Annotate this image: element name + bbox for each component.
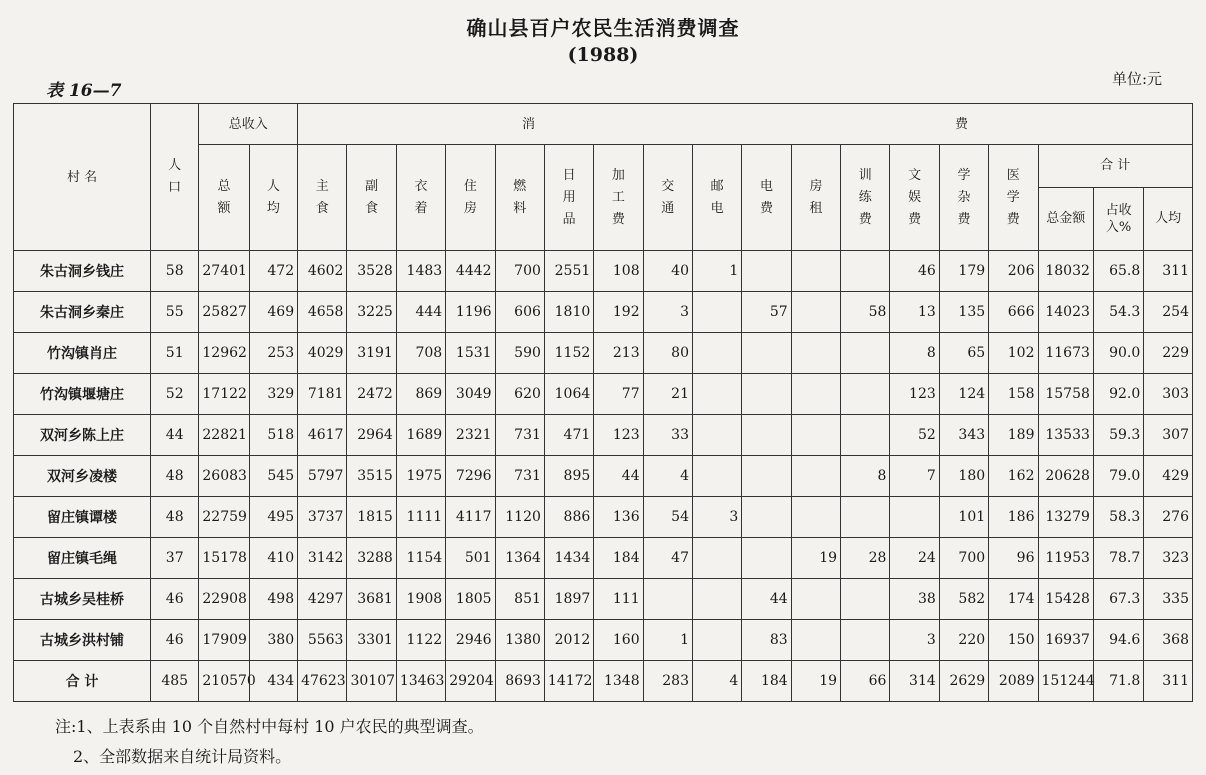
table-cell: 1380 (495, 620, 544, 661)
table-cell: 40 (643, 251, 692, 292)
table-cell: 4 (692, 661, 741, 702)
table-cell: 253 (249, 333, 297, 374)
header-processing: 加工费 (594, 145, 643, 251)
table-row (14, 661, 1193, 702)
table-cell (692, 456, 741, 497)
table-cell: 58 (151, 251, 199, 292)
table-cell: 13279 (1038, 497, 1093, 538)
table-cell: 21 (643, 374, 692, 415)
table-cell: 5797 (298, 456, 347, 497)
table-cell: 700 (495, 251, 544, 292)
table-cell: 51 (151, 333, 199, 374)
table-cell: 2946 (446, 620, 495, 661)
table-cell: 1908 (396, 579, 445, 620)
table-row (14, 333, 1193, 374)
header-entertainment: 文娱费 (890, 145, 939, 251)
table-cell: 210570 (199, 661, 249, 702)
header-school: 学杂费 (939, 145, 988, 251)
table-cell: 2089 (989, 661, 1038, 702)
table-cell: 4029 (298, 333, 347, 374)
table-cell: 3681 (347, 579, 396, 620)
table-cell: 11673 (1038, 333, 1093, 374)
table-cell: 47623 (298, 661, 347, 702)
table-cell: 3 (643, 292, 692, 333)
table-cell: 620 (495, 374, 544, 415)
table-cell: 254 (1144, 292, 1193, 333)
header-village: 村 名 (14, 104, 151, 251)
table-cell: 1064 (544, 374, 593, 415)
table-row (14, 620, 1193, 661)
table-cell (742, 415, 791, 456)
table-cell: 311 (1144, 251, 1193, 292)
table-cell: 3142 (298, 538, 347, 579)
table-cell: 22821 (199, 415, 249, 456)
table-cell: 731 (495, 456, 544, 497)
header-total-group: 合 计 (1038, 145, 1193, 188)
table-cell: 1531 (446, 333, 495, 374)
table-cell: 1975 (396, 456, 445, 497)
table-row (14, 497, 1193, 538)
unit-label: 单位:元 (1111, 70, 1162, 88)
table-cell: 65.8 (1093, 251, 1143, 292)
table-cell: 545 (249, 456, 297, 497)
table-row (14, 415, 1193, 456)
table-cell: 886 (544, 497, 593, 538)
table-cell: 343 (939, 415, 988, 456)
table-cell (692, 292, 741, 333)
table-cell: 38 (890, 579, 939, 620)
table-cell: 1810 (544, 292, 593, 333)
table-cell: 2629 (939, 661, 988, 702)
table-cell: 1154 (396, 538, 445, 579)
header-housing: 住房 (446, 145, 495, 251)
table-cell: 28 (841, 538, 890, 579)
table-cell: 123 (594, 415, 643, 456)
header-training: 训练费 (841, 145, 890, 251)
note-2: 2、全部数据来自统计局资料。 (73, 747, 292, 766)
table-number: 表 16—7 (46, 81, 122, 101)
table-cell (791, 251, 840, 292)
table-cell: 895 (544, 456, 593, 497)
village-name-cell: 古城乡洪村铺 (14, 620, 151, 661)
table-cell: 606 (495, 292, 544, 333)
header-post: 邮电 (692, 145, 741, 251)
table-cell: 4297 (298, 579, 347, 620)
table-cell: 189 (989, 415, 1038, 456)
table-cell: 54 (643, 497, 692, 538)
table-cell: 518 (249, 415, 297, 456)
note-1: 注:1、上表系由 10 个自然村中每村 10 户农民的典型调查。 (55, 717, 484, 736)
header-daily: 日用品 (544, 145, 593, 251)
table-cell: 220 (939, 620, 988, 661)
table-cell: 1196 (446, 292, 495, 333)
table-cell (841, 620, 890, 661)
table-cell: 66 (841, 661, 890, 702)
table-row (14, 538, 1193, 579)
header-nonstaple: 副食 (347, 145, 396, 251)
table-cell: 44 (742, 579, 791, 620)
table-cell: 2012 (544, 620, 593, 661)
village-name-cell: 留庄镇谭楼 (14, 497, 151, 538)
table-cell: 1348 (594, 661, 643, 702)
table-cell: 184 (742, 661, 791, 702)
table-cell: 179 (939, 251, 988, 292)
table-cell (692, 620, 741, 661)
village-name-cell: 双河乡陈上庄 (14, 415, 151, 456)
table-cell (841, 374, 890, 415)
table-cell: 8 (890, 333, 939, 374)
table-cell: 24 (890, 538, 939, 579)
table-row (14, 292, 1193, 333)
table-cell: 700 (939, 538, 988, 579)
table-cell: 96 (989, 538, 1038, 579)
table-cell: 1897 (544, 579, 593, 620)
village-name-cell: 古城乡吴桂桥 (14, 579, 151, 620)
table-cell: 46 (890, 251, 939, 292)
table-cell (841, 579, 890, 620)
table-cell: 17122 (199, 374, 249, 415)
table-cell: 5563 (298, 620, 347, 661)
table-cell: 29204 (446, 661, 495, 702)
village-name-cell: 合 计 (14, 661, 151, 702)
table-cell: 582 (939, 579, 988, 620)
table-cell: 311 (1144, 661, 1193, 702)
page-title: 确山县百户农民生活消费调查 (466, 16, 740, 40)
table-cell: 77 (594, 374, 643, 415)
table-cell (742, 497, 791, 538)
table-cell: 3301 (347, 620, 396, 661)
table-cell: 160 (594, 620, 643, 661)
table-cell (742, 251, 791, 292)
table-cell: 123 (890, 374, 939, 415)
table-cell: 11953 (1038, 538, 1093, 579)
table-cell: 869 (396, 374, 445, 415)
table-cell: 55 (151, 292, 199, 333)
table-cell: 65 (939, 333, 988, 374)
table-cell: 135 (939, 292, 988, 333)
table-cell: 92.0 (1093, 374, 1143, 415)
table-cell: 303 (1144, 374, 1193, 415)
table-cell: 1 (643, 620, 692, 661)
table-cell: 206 (989, 251, 1038, 292)
table-cell: 67.3 (1093, 579, 1143, 620)
table-cell: 52 (151, 374, 199, 415)
table-cell: 90.0 (1093, 333, 1143, 374)
table-cell (841, 497, 890, 538)
table-cell: 229 (1144, 333, 1193, 374)
table-cell: 47 (643, 538, 692, 579)
village-name-cell: 竹沟镇堰塘庄 (14, 374, 151, 415)
table-cell: 30107 (347, 661, 396, 702)
header-medical: 医学费 (989, 145, 1038, 251)
table-cell: 429 (1144, 456, 1193, 497)
village-name-cell: 朱古洞乡秦庄 (14, 292, 151, 333)
table-cell: 15758 (1038, 374, 1093, 415)
table-cell: 108 (594, 251, 643, 292)
village-name-cell: 朱古洞乡钱庄 (14, 251, 151, 292)
table-cell: 83 (742, 620, 791, 661)
table-cell: 283 (643, 661, 692, 702)
table-row (14, 456, 1193, 497)
table-cell: 380 (249, 620, 297, 661)
table-cell: 8 (841, 456, 890, 497)
table-cell: 2551 (544, 251, 593, 292)
table-cell: 101 (939, 497, 988, 538)
table-cell (643, 579, 692, 620)
table-cell: 8693 (495, 661, 544, 702)
table-cell (692, 579, 741, 620)
table-cell: 485 (151, 661, 199, 702)
table-cell (841, 415, 890, 456)
table-cell: 307 (1144, 415, 1193, 456)
table-cell: 37 (151, 538, 199, 579)
table-cell: 79.0 (1093, 456, 1143, 497)
table-cell: 94.6 (1093, 620, 1143, 661)
table-cell: 158 (989, 374, 1038, 415)
table-cell (742, 456, 791, 497)
table-cell: 7181 (298, 374, 347, 415)
table-cell: 14172 (544, 661, 593, 702)
table-cell: 44 (151, 415, 199, 456)
table-cell: 501 (446, 538, 495, 579)
table-row (14, 251, 1193, 292)
table-cell (692, 333, 741, 374)
header-pct-income: 占收入% (1093, 187, 1143, 250)
table-cell: 46 (151, 579, 199, 620)
table-cell: 434 (249, 661, 297, 702)
table-cell: 1120 (495, 497, 544, 538)
table-cell: 80 (643, 333, 692, 374)
table-cell (791, 497, 840, 538)
header-income-avg: 人均 (249, 145, 297, 251)
table-cell: 410 (249, 538, 297, 579)
village-name-cell: 留庄镇毛绳 (14, 538, 151, 579)
table-cell: 44 (594, 456, 643, 497)
table-cell: 124 (939, 374, 988, 415)
table-cell (742, 374, 791, 415)
table-cell: 78.7 (1093, 538, 1143, 579)
table-cell: 213 (594, 333, 643, 374)
table-cell (692, 374, 741, 415)
table-cell: 13533 (1038, 415, 1093, 456)
table-cell: 59.3 (1093, 415, 1143, 456)
table-cell: 13 (890, 292, 939, 333)
table-cell: 3225 (347, 292, 396, 333)
village-name-cell: 双河乡凌楼 (14, 456, 151, 497)
table-cell: 4658 (298, 292, 347, 333)
table-cell: 3191 (347, 333, 396, 374)
table-cell: 368 (1144, 620, 1193, 661)
header-electric: 电费 (742, 145, 791, 251)
table-cell: 16937 (1038, 620, 1093, 661)
header-transport: 交通 (643, 145, 692, 251)
table-cell: 472 (249, 251, 297, 292)
table-cell: 14023 (1038, 292, 1093, 333)
table-cell: 1 (692, 251, 741, 292)
consumption-table (13, 103, 1193, 702)
table-cell: 666 (989, 292, 1038, 333)
table-cell: 4117 (446, 497, 495, 538)
table-cell: 1122 (396, 620, 445, 661)
table-cell (692, 538, 741, 579)
table-cell: 162 (989, 456, 1038, 497)
table-cell: 151244 (1038, 661, 1093, 702)
table-cell: 18032 (1038, 251, 1093, 292)
header-per-capita: 人均 (1144, 187, 1193, 250)
table-cell: 3 (692, 497, 741, 538)
table-cell: 2964 (347, 415, 396, 456)
table-cell: 3528 (347, 251, 396, 292)
table-cell (841, 333, 890, 374)
table-cell: 495 (249, 497, 297, 538)
table-cell: 851 (495, 579, 544, 620)
table-cell: 708 (396, 333, 445, 374)
table-row (14, 579, 1193, 620)
table-cell (742, 333, 791, 374)
table-cell: 2472 (347, 374, 396, 415)
table-cell: 48 (151, 497, 199, 538)
table-cell: 1152 (544, 333, 593, 374)
table-cell: 329 (249, 374, 297, 415)
table-cell (791, 456, 840, 497)
table-cell (791, 415, 840, 456)
table-cell: 19 (791, 661, 840, 702)
table-cell: 1364 (495, 538, 544, 579)
table-cell: 22908 (199, 579, 249, 620)
table-cell: 276 (1144, 497, 1193, 538)
table-cell: 52 (890, 415, 939, 456)
table-cell: 4442 (446, 251, 495, 292)
table-cell: 19 (791, 538, 840, 579)
table-row (14, 374, 1193, 415)
table-cell: 471 (544, 415, 593, 456)
table-cell: 22759 (199, 497, 249, 538)
table-cell (890, 497, 939, 538)
table-cell (742, 538, 791, 579)
table-cell: 1483 (396, 251, 445, 292)
table-cell: 58 (841, 292, 890, 333)
table-cell: 3515 (347, 456, 396, 497)
table-cell (791, 333, 840, 374)
table-cell: 15428 (1038, 579, 1093, 620)
notes (55, 712, 484, 772)
table-cell (791, 620, 840, 661)
table-cell: 7296 (446, 456, 495, 497)
table-cell: 12962 (199, 333, 249, 374)
table-cell: 20628 (1038, 456, 1093, 497)
table-cell: 71.8 (1093, 661, 1143, 702)
table-cell: 58.3 (1093, 497, 1143, 538)
village-name-cell: 竹沟镇肖庄 (14, 333, 151, 374)
header-total-amount: 总金额 (1038, 187, 1093, 250)
header-population: 人口 (151, 104, 199, 251)
table-cell: 180 (939, 456, 988, 497)
table-cell: 17909 (199, 620, 249, 661)
table-cell: 174 (989, 579, 1038, 620)
table-cell: 444 (396, 292, 445, 333)
table-cell: 469 (249, 292, 297, 333)
table-cell: 13463 (396, 661, 445, 702)
table-cell: 33 (643, 415, 692, 456)
table-cell: 7 (890, 456, 939, 497)
table-cell (692, 415, 741, 456)
table-cell: 27401 (199, 251, 249, 292)
table-cell: 57 (742, 292, 791, 333)
table-cell: 102 (989, 333, 1038, 374)
page-year: (1988) (567, 44, 639, 66)
table-cell: 2321 (446, 415, 495, 456)
table-cell: 136 (594, 497, 643, 538)
table-cell (791, 374, 840, 415)
header-rent: 房租 (791, 145, 840, 251)
table-cell (791, 579, 840, 620)
table-cell: 314 (890, 661, 939, 702)
table-cell: 186 (989, 497, 1038, 538)
header-income-total: 总额 (199, 145, 249, 251)
table-cell: 184 (594, 538, 643, 579)
table-cell: 3737 (298, 497, 347, 538)
table-cell: 4 (643, 456, 692, 497)
table-cell: 1111 (396, 497, 445, 538)
table-cell: 323 (1144, 538, 1193, 579)
table-cell: 1689 (396, 415, 445, 456)
table-cell: 590 (495, 333, 544, 374)
header-clothing: 衣着 (396, 145, 445, 251)
table-cell: 1805 (446, 579, 495, 620)
table-cell: 3 (890, 620, 939, 661)
table-cell (791, 292, 840, 333)
table-cell: 48 (151, 456, 199, 497)
table-cell (841, 251, 890, 292)
table-cell: 54.3 (1093, 292, 1143, 333)
table-cell: 46 (151, 620, 199, 661)
table-cell: 1434 (544, 538, 593, 579)
table-cell: 3049 (446, 374, 495, 415)
table-cell: 1815 (347, 497, 396, 538)
table-cell: 150 (989, 620, 1038, 661)
header-staple: 主食 (298, 145, 347, 251)
table-cell: 731 (495, 415, 544, 456)
table-cell: 4617 (298, 415, 347, 456)
header-consumption: 消 费 (298, 104, 1193, 145)
table-cell: 192 (594, 292, 643, 333)
table-cell: 26083 (199, 456, 249, 497)
table-cell: 3288 (347, 538, 396, 579)
header-income-group: 总收入 (199, 104, 298, 145)
table-cell: 15178 (199, 538, 249, 579)
table-cell: 335 (1144, 579, 1193, 620)
header-fuel: 燃料 (495, 145, 544, 251)
table-cell: 111 (594, 579, 643, 620)
table-cell: 25827 (199, 292, 249, 333)
table-cell: 4602 (298, 251, 347, 292)
table-cell: 498 (249, 579, 297, 620)
table-body (14, 251, 1193, 702)
